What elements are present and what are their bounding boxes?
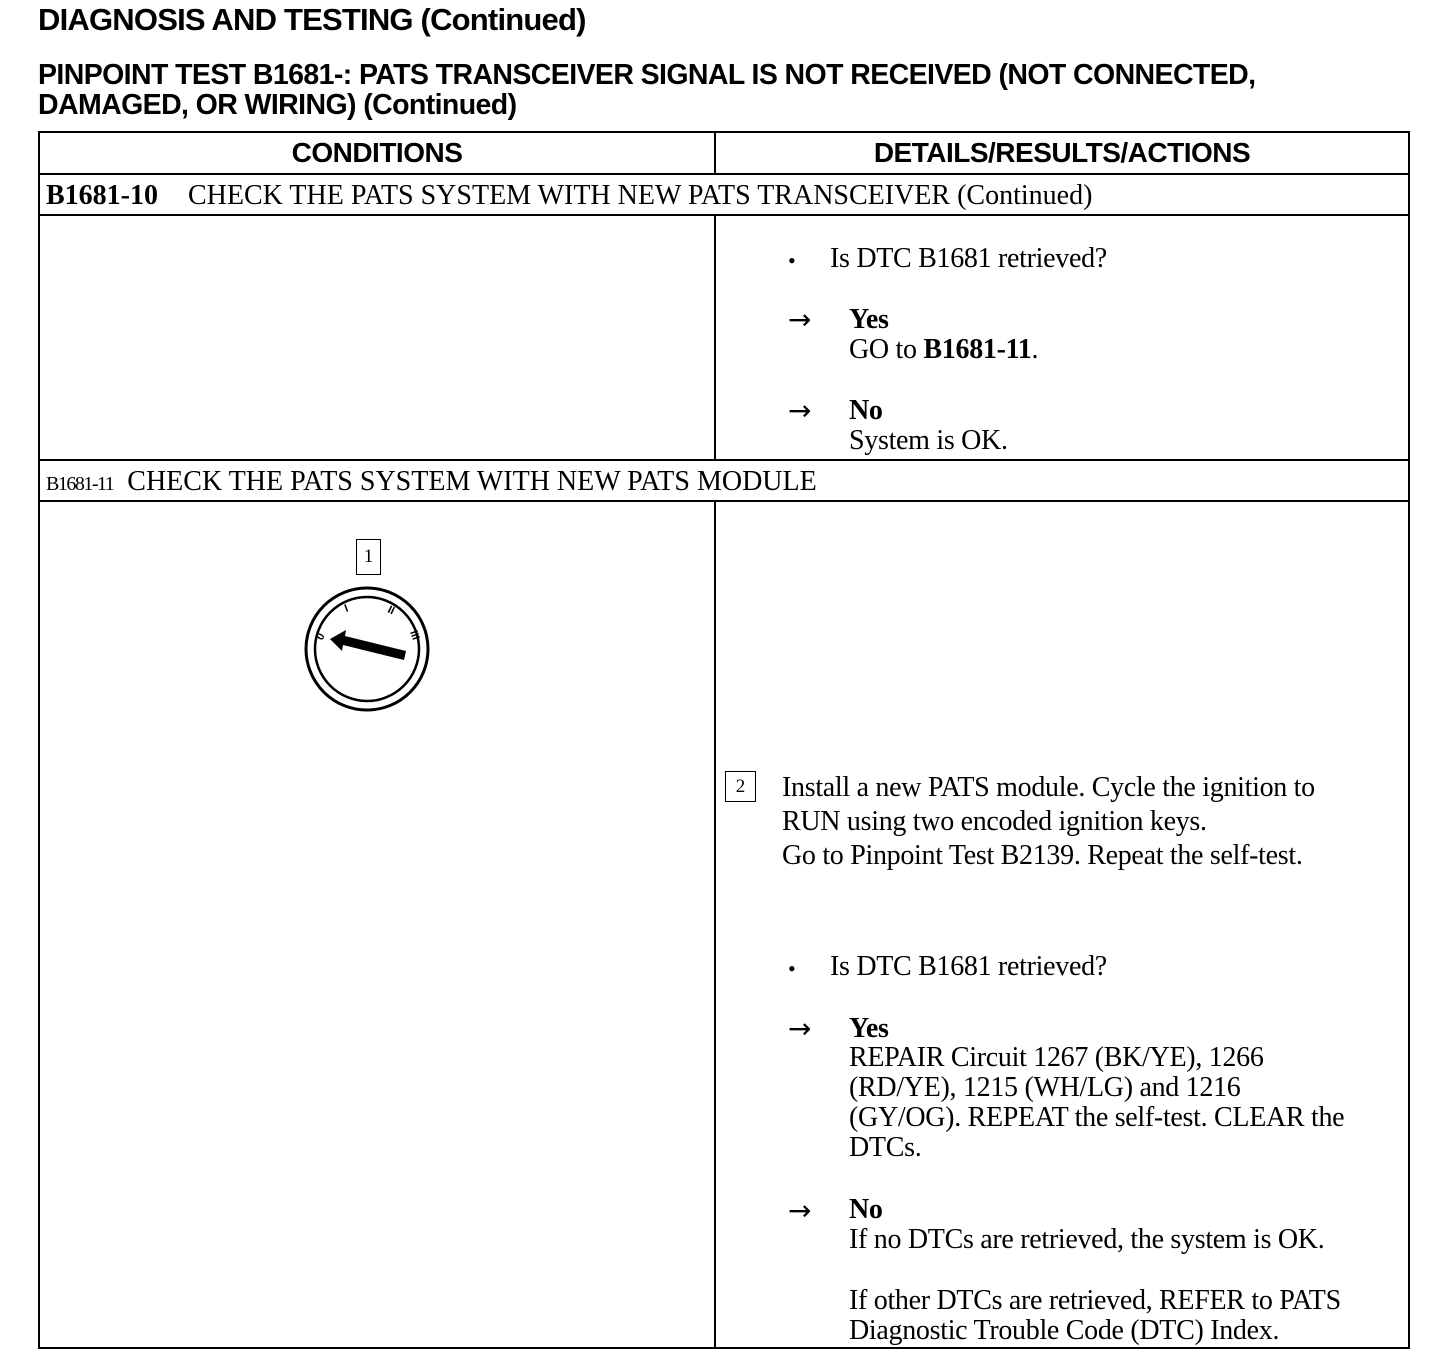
callout-2: 2 [725, 771, 756, 802]
step11-instruction: Install a new PATS module. Cycle the ignition to RUN using two encoded ignition keys. Go to Pinpoint Test B2139. Repeat the self-test. [782, 772, 1315, 871]
callout-1: 1 [356, 539, 381, 575]
step10-question: Is DTC B1681 retrieved? [830, 243, 1107, 274]
test-title-line-1: PINPOINT TEST B1681-: PATS TRANSCEIVER SIGNAL IS NOT RECEIVED (NOT CONNECTED, [38, 59, 1256, 91]
step10-title-divider [40, 214, 1408, 216]
ignition-switch-icon [302, 584, 432, 714]
step10-no-label: No [849, 395, 883, 426]
arrow-right-icon: → [788, 303, 812, 336]
conditions-header: CONDITIONS [291, 137, 463, 168]
step10-yes-label: Yes [849, 304, 889, 335]
step10-column-divider [714, 214, 716, 459]
step11-column-divider [714, 500, 716, 1347]
ignition-mark-run: II [385, 603, 397, 618]
step10-title-row [46, 180, 1092, 212]
details-header: DETAILS/RESULTS/ACTIONS [873, 137, 1251, 168]
step10-yes-action: GO to B1681-11. [849, 334, 1039, 365]
header-divider [40, 173, 1408, 175]
ignition-mark-acc: I [342, 602, 350, 615]
step11-question: Is DTC B1681 retrieved? [830, 951, 1107, 982]
bullet-icon: • [788, 956, 796, 981]
bullet-icon: • [788, 248, 796, 273]
step10-yes-ref: B1681-11 [923, 334, 1032, 365]
arrow-right-icon: → [788, 394, 812, 427]
page-title: DIAGNOSIS AND TESTING (Continued) [38, 2, 586, 37]
step11-no-refer: If other DTCs are retrieved, REFER to PATS Diagnostic Trouble Code (DTC) Index. [849, 1285, 1341, 1346]
step10-end-divider [40, 459, 1408, 461]
step11-title-row [46, 466, 817, 498]
arrow-right-icon: → [788, 1012, 812, 1045]
step11-title-divider [40, 500, 1408, 502]
pinpoint-test-table [38, 131, 1410, 1349]
step11-id: B1681-11 [46, 473, 114, 495]
step11-yes-label: Yes [849, 1013, 889, 1044]
step10-id: B1681-10 [46, 180, 158, 211]
step11-title: CHECK THE PATS SYSTEM WITH NEW PATS MODULE [127, 466, 817, 497]
test-title-line-2: DAMAGED, OR WIRING) (Continued) [38, 89, 517, 121]
step11-no-action: If no DTCs are retrieved, the system is OK. [849, 1224, 1325, 1255]
step10-no-action: System is OK. [849, 425, 1008, 456]
ignition-mark-off: 0 [314, 631, 328, 643]
ignition-mark-start: III [407, 628, 422, 642]
arrow-right-icon: → [788, 1194, 812, 1227]
step11-no-label: No [849, 1194, 883, 1225]
pinpoint-test-title [38, 60, 1438, 120]
step11-yes-action: REPAIR Circuit 1267 (BK/YE), 1266 (RD/YE), 1215 (WH/LG) and 1216 (GY/OG). REPEAT the self-test. CLEAR the DTCs. [849, 1042, 1345, 1163]
step10-title: CHECK THE PATS SYSTEM WITH NEW PATS TRANSCEIVER (Continued) [188, 180, 1093, 211]
